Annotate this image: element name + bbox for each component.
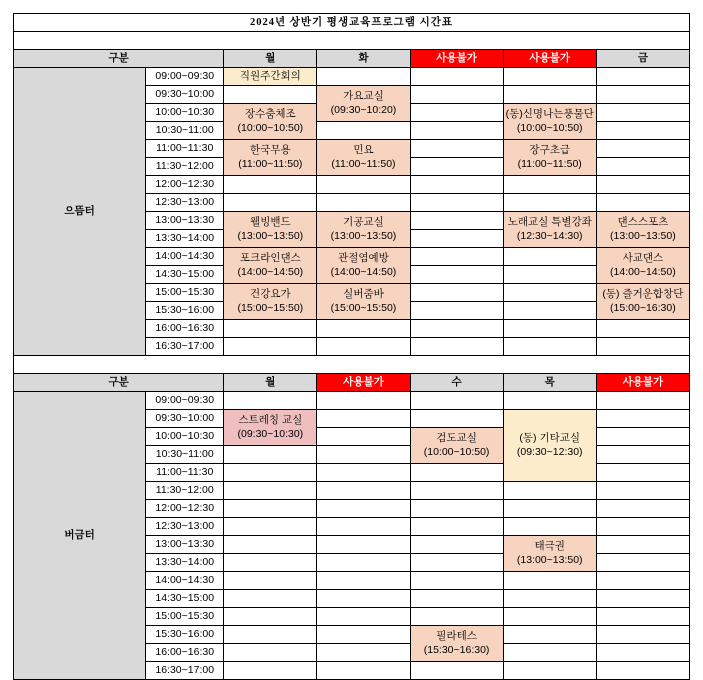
empty-cell[interactable] (224, 320, 317, 338)
empty-cell[interactable] (410, 194, 503, 212)
empty-cell[interactable] (410, 410, 503, 428)
empty-cell[interactable] (410, 176, 503, 194)
course-time: (13:00~13:50) (330, 229, 397, 242)
course-cell[interactable] (596, 212, 689, 248)
empty-cell[interactable] (224, 176, 317, 194)
empty-cell[interactable] (317, 176, 410, 194)
time-slot: 15:00~15:30 (146, 608, 224, 626)
empty-cell[interactable] (317, 554, 410, 572)
timetable-sheet (0, 13, 703, 676)
empty-cell[interactable] (410, 248, 503, 266)
empty-cell[interactable] (410, 320, 503, 338)
time-slot: 13:00~13:30 (146, 212, 224, 230)
course-cell[interactable] (224, 248, 317, 284)
course-name: 태극권 (534, 540, 565, 553)
empty-cell[interactable] (503, 626, 596, 644)
empty-cell[interactable] (224, 644, 317, 662)
empty-cell[interactable] (596, 644, 689, 662)
empty-cell[interactable] (224, 590, 317, 608)
empty-cell[interactable] (317, 536, 410, 554)
empty-cell[interactable] (596, 608, 689, 626)
empty-cell[interactable] (596, 518, 689, 536)
course-cell[interactable] (410, 626, 503, 662)
time-slot: 09:00~09:30 (146, 68, 224, 86)
course-time: (15:30~16:30) (423, 643, 490, 656)
empty-cell[interactable] (410, 338, 503, 356)
empty-cell[interactable] (596, 446, 689, 464)
empty-cell[interactable] (410, 572, 503, 590)
empty-cell[interactable] (596, 554, 689, 572)
course-cell[interactable] (224, 410, 317, 446)
course-name: (동) 기타교실 (519, 432, 581, 445)
spacer-middle (14, 356, 690, 374)
time-slot: 11:30~12:00 (146, 482, 224, 500)
empty-cell[interactable] (410, 122, 503, 140)
course-name: 직원주간회의 (239, 69, 301, 82)
empty-cell[interactable] (224, 392, 317, 410)
course-cell[interactable] (503, 104, 596, 140)
course-time: (10:00~10:50) (237, 121, 304, 134)
empty-cell[interactable] (224, 536, 317, 554)
empty-cell[interactable] (317, 500, 410, 518)
day-header-blocked: 사용불가 (410, 50, 503, 68)
empty-cell[interactable] (410, 536, 503, 554)
time-slot: 13:00~13:30 (146, 536, 224, 554)
empty-cell[interactable] (503, 608, 596, 626)
empty-cell[interactable] (410, 590, 503, 608)
empty-cell[interactable] (596, 86, 689, 104)
empty-cell[interactable] (410, 284, 503, 302)
course-time: (09:30~10:30) (237, 427, 304, 440)
course-cell[interactable] (224, 140, 317, 176)
course-name: 장수춤체조 (244, 108, 296, 121)
empty-cell[interactable] (224, 572, 317, 590)
course-name: 민요 (353, 144, 374, 157)
empty-cell[interactable] (410, 608, 503, 626)
empty-cell[interactable] (224, 464, 317, 482)
empty-cell[interactable] (503, 86, 596, 104)
empty-cell[interactable] (410, 140, 503, 158)
empty-cell[interactable] (503, 302, 596, 320)
course-time: (13:00~13:50) (610, 229, 676, 242)
room-label-버금터: 버금터 (14, 392, 146, 680)
course-cell[interactable] (596, 248, 689, 284)
division-header: 구분 (14, 50, 224, 68)
day-header-blocked: 사용불가 (503, 50, 596, 68)
room-label-으뜸터: 으뜸터 (14, 68, 146, 356)
course-name: 건강요가 (250, 288, 291, 301)
day-header-월: 월 (224, 50, 317, 68)
course-cell[interactable] (224, 104, 317, 140)
empty-cell[interactable] (317, 626, 410, 644)
time-slot: 16:00~16:30 (146, 644, 224, 662)
empty-cell[interactable] (503, 284, 596, 302)
course-time: (13:00~13:50) (237, 229, 304, 242)
course-name: (동)신명나는풍물단 (505, 108, 594, 121)
empty-cell[interactable] (596, 320, 689, 338)
empty-cell[interactable] (224, 194, 317, 212)
course-cell[interactable] (224, 68, 317, 86)
empty-cell[interactable] (503, 248, 596, 266)
time-slot: 14:00~14:30 (146, 572, 224, 590)
time-slot: 13:30~14:00 (146, 554, 224, 572)
empty-cell[interactable] (224, 518, 317, 536)
empty-cell[interactable] (410, 464, 503, 482)
course-name: 포크라인댄스 (239, 252, 301, 265)
empty-cell[interactable] (410, 500, 503, 518)
empty-cell[interactable] (410, 554, 503, 572)
time-slot: 12:00~12:30 (146, 500, 224, 518)
empty-cell[interactable] (596, 590, 689, 608)
empty-cell[interactable] (596, 662, 689, 680)
course-name: 스트레칭 교실 (238, 414, 303, 427)
time-slot: 14:30~15:00 (146, 590, 224, 608)
empty-cell[interactable] (503, 662, 596, 680)
empty-cell[interactable] (317, 338, 410, 356)
empty-cell[interactable] (317, 572, 410, 590)
empty-cell[interactable] (503, 320, 596, 338)
time-slot: 15:30~16:00 (146, 302, 224, 320)
empty-cell[interactable] (410, 230, 503, 248)
spacer-top (14, 32, 690, 50)
time-slot: 11:30~12:00 (146, 158, 224, 176)
course-name: (동) 즐거운합창단 (602, 288, 684, 301)
empty-cell[interactable] (596, 500, 689, 518)
empty-cell[interactable] (410, 392, 503, 410)
course-cell[interactable] (410, 428, 503, 464)
empty-cell[interactable] (596, 140, 689, 158)
empty-cell[interactable] (224, 554, 317, 572)
course-cell[interactable] (317, 140, 410, 176)
time-slot: 16:30~17:00 (146, 338, 224, 356)
empty-cell[interactable] (317, 644, 410, 662)
empty-cell[interactable] (596, 68, 689, 86)
empty-cell[interactable] (317, 194, 410, 212)
day-header-화: 화 (317, 50, 410, 68)
time-slot: 10:30~11:00 (146, 446, 224, 464)
time-slot: 12:00~12:30 (146, 176, 224, 194)
empty-cell[interactable] (317, 122, 410, 140)
empty-cell[interactable] (596, 572, 689, 590)
course-cell[interactable] (503, 410, 596, 482)
day-header-수: 수 (410, 374, 503, 392)
empty-cell[interactable] (224, 482, 317, 500)
empty-cell[interactable] (410, 518, 503, 536)
empty-cell[interactable] (317, 464, 410, 482)
empty-cell[interactable] (596, 338, 689, 356)
time-slot: 15:30~16:00 (146, 626, 224, 644)
empty-cell[interactable] (317, 428, 410, 446)
empty-cell[interactable] (410, 662, 503, 680)
empty-cell[interactable] (503, 392, 596, 410)
time-slot: 10:30~11:00 (146, 122, 224, 140)
time-slot: 09:30~10:00 (146, 86, 224, 104)
time-slot: 15:00~15:30 (146, 284, 224, 302)
empty-cell[interactable] (317, 518, 410, 536)
course-cell[interactable] (224, 212, 317, 248)
course-time: (15:00~15:50) (237, 301, 304, 314)
time-slot: 13:30~14:00 (146, 230, 224, 248)
empty-cell[interactable] (317, 320, 410, 338)
page-title: 2024년 상반기 평생교육프로그램 시간표 (14, 14, 690, 32)
course-cell[interactable] (224, 284, 317, 320)
course-time: (11:00~11:50) (238, 157, 303, 170)
empty-cell[interactable] (224, 608, 317, 626)
day-header-blocked: 사용불가 (596, 374, 689, 392)
empty-cell[interactable] (596, 194, 689, 212)
empty-cell[interactable] (596, 464, 689, 482)
division-header: 구분 (14, 374, 224, 392)
empty-cell[interactable] (410, 302, 503, 320)
course-time: (11:00~11:50) (331, 157, 396, 170)
timetable (13, 13, 690, 680)
empty-cell[interactable] (317, 68, 410, 86)
day-header-금: 금 (596, 50, 689, 68)
course-name: 노래교실 특별강좌 (507, 216, 592, 229)
time-slot: 09:00~09:30 (146, 392, 224, 410)
day-header-blocked: 사용불가 (317, 374, 410, 392)
empty-cell[interactable] (596, 536, 689, 554)
course-name: 필라테스 (436, 630, 477, 643)
empty-cell[interactable] (503, 644, 596, 662)
time-slot: 10:00~10:30 (146, 428, 224, 446)
course-time: (09:30~12:30) (516, 445, 583, 458)
time-slot: 11:00~11:30 (146, 464, 224, 482)
course-name: 실버줌바 (343, 288, 384, 301)
time-slot: 14:00~14:30 (146, 248, 224, 266)
time-slot: 09:30~10:00 (146, 410, 224, 428)
course-time: (09:30~10:20) (330, 103, 397, 116)
course-cell[interactable] (503, 536, 596, 572)
empty-cell[interactable] (596, 392, 689, 410)
empty-cell[interactable] (596, 626, 689, 644)
day-header-목: 목 (503, 374, 596, 392)
empty-cell[interactable] (224, 338, 317, 356)
time-slot: 12:30~13:00 (146, 518, 224, 536)
course-time: (15:00~16:30) (610, 301, 676, 314)
day-header-월: 월 (224, 374, 317, 392)
course-name: 검도교실 (436, 432, 477, 445)
empty-cell[interactable] (503, 482, 596, 500)
empty-cell[interactable] (503, 194, 596, 212)
empty-cell[interactable] (596, 428, 689, 446)
empty-cell[interactable] (596, 176, 689, 194)
course-name: 한국무용 (250, 144, 291, 157)
empty-cell[interactable] (410, 266, 503, 284)
empty-cell[interactable] (410, 86, 503, 104)
empty-cell[interactable] (410, 68, 503, 86)
empty-cell[interactable] (224, 500, 317, 518)
course-time: (14:00~14:50) (610, 265, 676, 278)
empty-cell[interactable] (317, 608, 410, 626)
time-slot: 12:30~13:00 (146, 194, 224, 212)
empty-cell[interactable] (317, 446, 410, 464)
course-cell[interactable] (317, 248, 410, 284)
course-time: (10:00~10:50) (516, 121, 583, 134)
empty-cell[interactable] (503, 338, 596, 356)
course-time: (14:00~14:50) (237, 265, 304, 278)
course-name: 사교댄스 (622, 252, 664, 265)
course-cell[interactable] (317, 284, 410, 320)
empty-cell[interactable] (224, 662, 317, 680)
empty-cell[interactable] (317, 410, 410, 428)
course-time: (12:30~14:30) (516, 229, 583, 242)
time-slot: 16:00~16:30 (146, 320, 224, 338)
empty-cell[interactable] (596, 122, 689, 140)
empty-cell[interactable] (317, 590, 410, 608)
course-time: (10:00~10:50) (423, 445, 490, 458)
empty-cell[interactable] (503, 518, 596, 536)
course-time: (14:00~14:50) (330, 265, 397, 278)
course-cell[interactable] (503, 140, 596, 176)
time-slot: 16:30~17:00 (146, 662, 224, 680)
empty-cell[interactable] (503, 176, 596, 194)
empty-cell[interactable] (503, 500, 596, 518)
empty-cell[interactable] (503, 68, 596, 86)
course-name: 댄스스포츠 (617, 216, 669, 229)
empty-cell[interactable] (596, 410, 689, 428)
course-name: 가요교실 (343, 90, 384, 103)
course-cell[interactable] (503, 212, 596, 248)
course-cell[interactable] (596, 284, 689, 320)
empty-cell[interactable] (410, 158, 503, 176)
course-cell[interactable] (317, 86, 410, 122)
course-name: 장구초급 (529, 144, 570, 157)
empty-cell[interactable] (317, 662, 410, 680)
empty-cell[interactable] (596, 104, 689, 122)
time-slot: 11:00~11:30 (146, 140, 224, 158)
course-time: (11:00~11:50) (517, 157, 582, 170)
empty-cell[interactable] (224, 86, 317, 104)
empty-cell[interactable] (410, 104, 503, 122)
empty-cell[interactable] (503, 572, 596, 590)
time-slot: 14:30~15:00 (146, 266, 224, 284)
empty-cell[interactable] (224, 626, 317, 644)
time-slot: 10:00~10:30 (146, 104, 224, 122)
empty-cell[interactable] (224, 446, 317, 464)
empty-cell[interactable] (596, 158, 689, 176)
course-time: (13:00~13:50) (516, 553, 583, 566)
empty-cell[interactable] (317, 482, 410, 500)
empty-cell[interactable] (410, 212, 503, 230)
course-cell[interactable] (317, 212, 410, 248)
empty-cell[interactable] (410, 482, 503, 500)
empty-cell[interactable] (596, 482, 689, 500)
empty-cell[interactable] (317, 392, 410, 410)
course-name: 웰빙밴드 (250, 216, 291, 229)
course-name: 기공교실 (343, 216, 384, 229)
empty-cell[interactable] (503, 266, 596, 284)
course-time: (15:00~15:50) (330, 301, 397, 314)
course-name: 관절염예방 (338, 252, 389, 265)
empty-cell[interactable] (503, 590, 596, 608)
